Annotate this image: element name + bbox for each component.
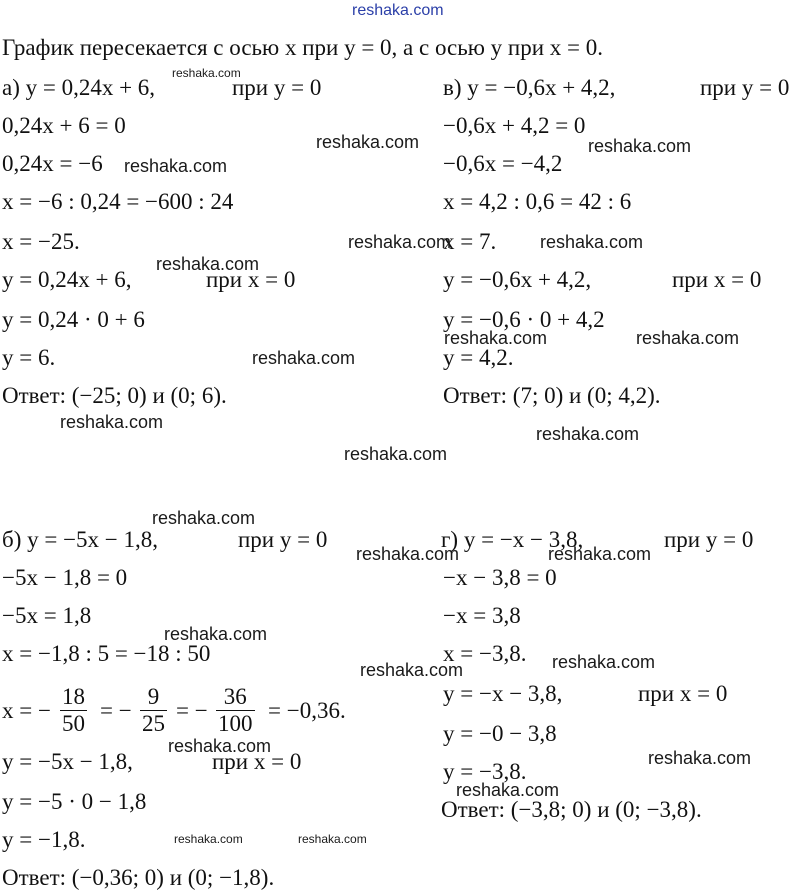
watermark-top: reshaka.com xyxy=(352,2,444,19)
watermark: reshaka.com xyxy=(316,132,420,152)
watermark: reshaka.com xyxy=(360,660,464,680)
part-v-answer: Ответ: (7; 0) и (0; 4,2). xyxy=(443,383,661,408)
part-v-step: y = 4,2. xyxy=(443,345,514,370)
part-a-step: y = 6. xyxy=(2,345,56,370)
watermark: reshaka.com xyxy=(548,544,652,564)
part-g-condition: при y = 0 xyxy=(664,527,754,552)
watermark: reshaka.com xyxy=(344,444,448,464)
watermark: reshaka.com xyxy=(356,544,460,564)
watermark: reshaka.com xyxy=(588,136,692,156)
watermark: reshaka.com xyxy=(168,736,272,756)
part-g-equation: г) y = −x − 3,8, xyxy=(441,527,584,552)
watermark: reshaka.com xyxy=(298,832,367,846)
watermark: reshaka.com xyxy=(252,348,356,368)
part-b-step: y = −5 · 0 − 1,8 xyxy=(2,789,147,814)
fraction-denominator: 25 xyxy=(142,711,165,736)
watermark: reshaka.com xyxy=(636,328,740,348)
part-b-step: = − xyxy=(100,698,132,723)
part-a-condition: при y = 0 xyxy=(232,75,322,100)
watermark: reshaka.com xyxy=(124,156,228,176)
part-a-step: 0,24x + 6 = 0 xyxy=(2,113,126,138)
watermark: reshaka.com xyxy=(172,66,241,80)
part-v-condition: при x = 0 xyxy=(672,267,762,292)
part-g-step: −x = 3,8 xyxy=(443,603,521,628)
part-b-step: x = − xyxy=(2,698,51,723)
fraction-numerator: 18 xyxy=(62,684,85,709)
part-a-equation: y = 0,24x + 6, xyxy=(2,267,132,292)
part-b-step: = − xyxy=(176,698,208,723)
watermark: reshaka.com xyxy=(174,832,243,846)
part-b-step: x = −1,8 : 5 = −18 : 50 xyxy=(2,641,211,666)
part-b-step: y = −1,8. xyxy=(2,827,86,852)
watermark: reshaka.com xyxy=(444,328,548,348)
watermark: reshaka.com xyxy=(456,780,560,800)
part-v-equation: в) y = −0,6x + 4,2, xyxy=(443,75,616,100)
part-g-step: y = −0 − 3,8 xyxy=(443,721,557,746)
part-v-step: x = 7. xyxy=(443,229,497,254)
fraction xyxy=(140,684,167,737)
part-b-step: −5x − 1,8 = 0 xyxy=(2,565,128,590)
fraction-denominator: 100 xyxy=(218,711,253,736)
watermark: reshaka.com xyxy=(60,412,164,432)
part-b-equation: y = −5x − 1,8, xyxy=(2,749,133,774)
part-g-step: y = −3,8. xyxy=(443,759,527,784)
part-b-step: −5x = 1,8 xyxy=(2,603,92,628)
part-b-equation: б) y = −5x − 1,8, xyxy=(2,527,159,552)
fraction-numerator: 36 xyxy=(223,684,247,709)
fraction xyxy=(216,684,255,737)
part-g-answer: Ответ: (−3,8; 0) и (0; −3,8). xyxy=(441,797,702,822)
part-b-answer: Ответ: (−0,36; 0) и (0; −1,8). xyxy=(2,865,275,890)
part-v-step: y = −0,6 · 0 + 4,2 xyxy=(443,307,605,332)
part-g-equation: y = −x − 3,8, xyxy=(443,681,563,706)
watermark: reshaka.com xyxy=(536,424,640,444)
watermark: reshaka.com xyxy=(552,652,656,672)
watermark: reshaka.com xyxy=(648,748,752,768)
part-v-condition: при y = 0 xyxy=(700,75,790,100)
part-g-step: −x − 3,8 = 0 xyxy=(443,565,557,590)
part-a-condition: при x = 0 xyxy=(206,267,296,292)
part-a-step: 0,24x = −6 xyxy=(2,151,103,176)
watermark: reshaka.com xyxy=(164,624,268,644)
fraction-numerator: 9 xyxy=(147,684,160,709)
part-v-equation: y = −0,6x + 4,2, xyxy=(443,267,592,292)
watermark: reshaka.com xyxy=(348,232,452,252)
intro-line: График пересекается с осью x при y = 0, а с осью y при x = 0. xyxy=(2,35,604,60)
fraction-denominator: 50 xyxy=(62,711,85,736)
part-b-condition: при x = 0 xyxy=(212,749,302,774)
part-a-equation: а) y = 0,24x + 6, xyxy=(2,75,156,100)
watermark: reshaka.com xyxy=(540,232,644,252)
part-a-answer: Ответ: (−25; 0) и (0; 6). xyxy=(2,383,227,408)
part-b-condition: при y = 0 xyxy=(238,527,328,552)
watermark: reshaka.com xyxy=(152,508,256,528)
part-g-condition: при x = 0 xyxy=(638,681,728,706)
part-g-step: x = −3,8. xyxy=(443,641,527,666)
part-v-step: −0,6x = −4,2 xyxy=(443,151,563,176)
part-b-step: = −0,36. xyxy=(268,698,346,723)
part-a-step: x = −25. xyxy=(2,229,80,254)
part-v-step: −0,6x + 4,2 = 0 xyxy=(443,113,586,138)
part-a-step: y = 0,24 · 0 + 6 xyxy=(2,307,145,332)
fraction xyxy=(60,684,87,737)
part-a-step: x = −6 : 0,24 = −600 : 24 xyxy=(2,189,234,214)
watermark: reshaka.com xyxy=(156,254,260,274)
part-v-step: x = 4,2 : 0,6 = 42 : 6 xyxy=(443,189,632,214)
